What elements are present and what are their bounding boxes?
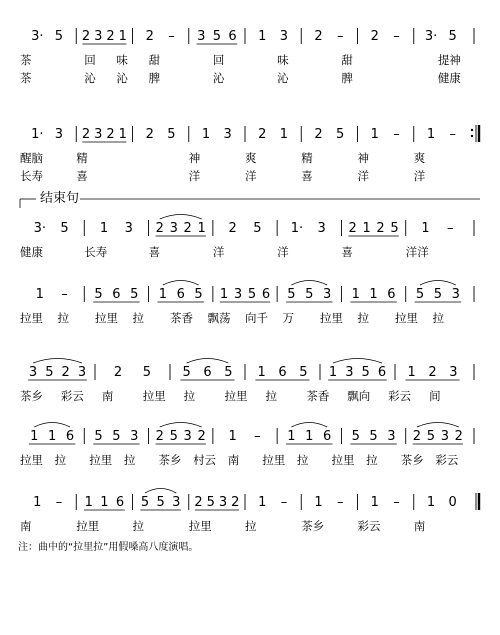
lyric: 喜 <box>341 245 353 259</box>
lyric: 提神 <box>437 53 461 67</box>
lyric: 万 <box>282 311 294 325</box>
lyric: 飘荡 <box>207 311 231 325</box>
note: 1 <box>362 221 371 236</box>
slur <box>187 359 229 364</box>
note: 1 <box>158 287 167 302</box>
lyric: 神 <box>357 151 369 165</box>
lyric: 洋 <box>413 169 426 183</box>
note: 1 <box>118 127 127 142</box>
note: 3 <box>218 495 228 510</box>
lyric: 茶乡 <box>301 519 325 533</box>
note: 5 <box>224 365 233 380</box>
lyric: 沁 <box>277 71 289 85</box>
note: 6 <box>387 287 396 302</box>
lyric: 脾 <box>148 71 161 85</box>
note: 3· <box>31 29 44 44</box>
note: 2 <box>228 221 237 236</box>
lyric: 拉里 <box>95 311 118 325</box>
note: 3 <box>279 29 289 44</box>
lyric: 喜 <box>76 169 88 183</box>
note: 1 <box>100 495 109 510</box>
slur <box>291 281 327 286</box>
note: 1 <box>197 221 206 236</box>
lyric: 拉里 <box>20 453 43 467</box>
note: 2 <box>106 29 115 44</box>
note: 1 <box>33 495 42 510</box>
note: 5 <box>390 221 399 236</box>
note: 5 <box>361 365 370 380</box>
note: 5 <box>351 429 360 444</box>
lyric: 拉 <box>245 519 257 533</box>
note: – <box>393 495 400 510</box>
lyric: 精 <box>76 151 88 165</box>
note: 3 <box>169 221 178 236</box>
repeat-dot <box>471 129 473 131</box>
note: 3 <box>323 287 332 302</box>
note: 1 <box>84 495 93 510</box>
note: 5 <box>130 287 139 302</box>
note: 2 <box>428 365 437 380</box>
slur <box>160 423 202 428</box>
note: – <box>336 495 344 510</box>
note: 1 <box>35 287 44 302</box>
lyric: 南 <box>101 389 114 403</box>
lyric: 彩云 <box>388 389 412 403</box>
slur <box>333 359 382 364</box>
note: 3 <box>183 429 192 444</box>
lyric: 彩云 <box>435 453 459 467</box>
note: 2 <box>370 29 379 44</box>
note: 5 <box>112 429 121 444</box>
note: 1 <box>258 29 267 44</box>
note: 1 <box>314 495 323 510</box>
lyric: 醒脑 <box>20 151 43 165</box>
note: 1 <box>48 429 57 444</box>
lyric: 拉 <box>357 311 369 325</box>
lyric: 拉里 <box>224 389 248 403</box>
lyric: 沁 <box>84 71 96 85</box>
note: 5 <box>94 429 103 444</box>
lyric: 神 <box>188 151 201 165</box>
lyric: 洋 <box>245 169 257 183</box>
note: 3 <box>130 429 139 444</box>
note: 2 <box>314 127 323 142</box>
lyric: 拉里 <box>320 311 343 325</box>
lyric: 拉 <box>265 389 277 403</box>
slur <box>417 423 459 428</box>
lyric: 喜 <box>148 245 161 259</box>
note: 6 <box>228 29 237 44</box>
lyric: 茶香 <box>306 389 330 403</box>
note: 3· <box>33 221 46 236</box>
lyric: 长寿 <box>84 245 108 259</box>
slur <box>291 423 327 428</box>
lyric: 彩云 <box>60 389 84 403</box>
lyric: 拉 <box>132 519 144 533</box>
slur <box>33 359 82 364</box>
note: 0 <box>448 495 457 510</box>
note: – <box>393 127 400 142</box>
note: – <box>280 495 288 510</box>
note: 5 <box>415 287 425 302</box>
note: 6 <box>115 495 125 510</box>
note: 1 <box>258 495 267 510</box>
note: 2 <box>155 221 164 236</box>
lyric: 回 <box>212 53 225 67</box>
note: 5 <box>206 495 215 510</box>
note: 6 <box>176 287 185 302</box>
note: 5 <box>169 429 178 444</box>
note: 3 <box>449 365 458 380</box>
note: – <box>55 495 63 510</box>
section-marker: 结束句 <box>40 191 80 206</box>
note: 5 <box>54 29 64 44</box>
note: – <box>254 429 261 444</box>
note: 5 <box>426 429 436 444</box>
lyric: 拉 <box>296 453 309 467</box>
note: 1 <box>328 365 338 380</box>
note: 1 <box>369 287 378 302</box>
note: 1 <box>118 29 127 44</box>
note: 3 <box>28 365 38 380</box>
note: 2 <box>258 127 267 142</box>
note: 2 <box>145 29 154 44</box>
lyric: 向千 <box>245 311 268 325</box>
note: 3 <box>124 221 133 236</box>
note: 6 <box>65 429 75 444</box>
note: 3 <box>172 495 181 510</box>
lyric: 回 <box>84 53 96 67</box>
note: 1 <box>370 495 379 510</box>
note: 5 <box>253 221 262 236</box>
note: – <box>446 221 454 236</box>
note: – <box>336 29 344 44</box>
note: 3 <box>233 287 243 302</box>
note: – <box>61 287 68 302</box>
note: 2 <box>145 127 154 142</box>
note: 2 <box>113 365 123 380</box>
note: 6 <box>112 287 121 302</box>
note: 5 <box>140 495 150 510</box>
lyric: 拉里 <box>20 311 43 325</box>
note: 2 <box>61 365 70 380</box>
lyric: 洋 <box>277 245 289 259</box>
lyric: 爽 <box>413 151 426 165</box>
note: 2 <box>155 429 164 444</box>
slur <box>160 215 202 220</box>
note: 2 <box>348 221 357 236</box>
lyric: 拉 <box>54 453 67 467</box>
note: 5 <box>247 287 257 302</box>
note: 5 <box>448 29 457 44</box>
note: 2 <box>106 127 115 142</box>
note: 1 <box>426 127 436 142</box>
slur <box>420 281 456 286</box>
lyric: 沁 <box>212 71 225 85</box>
lyric: 洋 <box>212 245 225 259</box>
lyric: 拉 <box>366 453 378 467</box>
note: 6 <box>203 365 212 380</box>
lyric: 甜 <box>148 53 161 67</box>
lyric: 拉 <box>132 311 144 325</box>
note: 3 <box>54 127 64 142</box>
lyric: 南 <box>227 453 240 467</box>
note: 1 <box>287 429 296 444</box>
lyric: 沁 <box>116 71 128 85</box>
note: 1 <box>228 429 237 444</box>
note: 5 <box>336 127 345 142</box>
lyric: 茶乡 <box>20 389 43 403</box>
lyric: 拉里 <box>89 453 113 467</box>
lyric: 拉 <box>183 389 196 403</box>
note: 1 <box>407 365 416 380</box>
lyric: 拉里 <box>331 453 355 467</box>
note: 6 <box>261 287 271 302</box>
note: 3 <box>345 365 354 380</box>
note: 2 <box>197 429 206 444</box>
note: 1 <box>201 127 211 142</box>
lyric: 味 <box>116 53 128 67</box>
slur <box>145 489 176 494</box>
lyric: 茶 <box>20 53 32 67</box>
note: 5 <box>94 287 103 302</box>
lyric: 南 <box>20 519 32 533</box>
note: 5 <box>194 287 203 302</box>
lyric: 拉 <box>123 453 136 467</box>
lyric: 茶 <box>20 71 32 85</box>
note: 3 <box>197 29 206 44</box>
note: 6 <box>377 365 387 380</box>
note: 3 <box>77 365 87 380</box>
lyric: 拉里 <box>142 389 166 403</box>
lyric: 精 <box>301 151 313 165</box>
note: 6 <box>278 365 287 380</box>
note: 2 <box>454 429 463 444</box>
note: 5 <box>369 429 378 444</box>
note: 1 <box>351 287 360 302</box>
lyric: 健康 <box>437 71 461 85</box>
lyric: 洋洋 <box>405 245 429 259</box>
note: 2 <box>81 29 91 44</box>
note: 1· <box>31 127 44 142</box>
lyric: 间 <box>429 389 441 403</box>
note: 1 <box>99 221 109 236</box>
note: 5 <box>167 127 176 142</box>
lyric: 飘向 <box>347 389 371 403</box>
note: 2 <box>183 221 192 236</box>
lyric: 长寿 <box>20 169 43 183</box>
note: 5 <box>182 365 191 380</box>
note: 5 <box>156 495 165 510</box>
note: – <box>168 29 175 44</box>
note: 1 <box>421 221 430 236</box>
note: 5 <box>60 221 69 236</box>
note: 1 <box>370 127 379 142</box>
note: 5 <box>287 287 296 302</box>
note: 1 <box>30 429 39 444</box>
note: 1 <box>219 287 229 302</box>
note: 5 <box>142 365 152 380</box>
slur <box>34 423 70 428</box>
note: 3 <box>440 429 449 444</box>
lyric: 拉里 <box>395 311 418 325</box>
lyric: 拉里 <box>188 519 212 533</box>
note: 2 <box>194 495 203 510</box>
note: 6 <box>323 429 332 444</box>
slur <box>163 281 199 286</box>
lyric: 健康 <box>20 245 43 259</box>
note: 1· <box>290 221 304 236</box>
note: 1 <box>257 365 266 380</box>
note: 5 <box>433 287 442 302</box>
note: 5 <box>45 365 54 380</box>
note: 2 <box>376 221 385 236</box>
note: 3 <box>387 429 396 444</box>
lyric: 茶乡 <box>158 453 182 467</box>
note: 2 <box>81 127 91 142</box>
note: 3 <box>451 287 460 302</box>
note: – <box>449 127 456 142</box>
lyric: 茶香 <box>170 311 193 325</box>
note: 2 <box>314 29 323 44</box>
note: 1 <box>305 429 314 444</box>
lyric: 村云 <box>193 453 217 467</box>
note: 1 <box>426 495 436 510</box>
lyric: 拉 <box>57 311 69 325</box>
lyric: 甜 <box>341 53 353 67</box>
lyric: 洋 <box>357 169 369 183</box>
lyric: 喜 <box>301 169 313 183</box>
lyric: 脾 <box>341 71 353 85</box>
note: – <box>393 29 400 44</box>
lyric: 味 <box>277 53 289 67</box>
note: 5 <box>305 287 314 302</box>
lyric: 茶乡 <box>400 453 424 467</box>
note: 2 <box>412 429 422 444</box>
lyric: 南 <box>413 519 426 533</box>
note: 3 <box>317 221 326 236</box>
note: 5 <box>212 29 222 44</box>
lyric: 拉 <box>432 311 444 325</box>
footnote: 注：曲中的“拉里拉”用假嗓高八度演唱。 <box>18 542 199 553</box>
note: 3 <box>94 127 103 142</box>
note: 1 <box>279 127 289 142</box>
note: 3· <box>424 29 438 44</box>
lyric: 洋 <box>188 169 201 183</box>
note: 3 <box>94 29 103 44</box>
lyric: 拉里 <box>76 519 100 533</box>
lyric: 彩云 <box>357 519 381 533</box>
lyric: 爽 <box>245 151 257 165</box>
repeat-dot <box>471 135 473 137</box>
lyric: 拉里 <box>262 453 286 467</box>
note: 2 <box>231 495 240 510</box>
note: 3 <box>223 127 232 142</box>
note: 5 <box>299 365 308 380</box>
